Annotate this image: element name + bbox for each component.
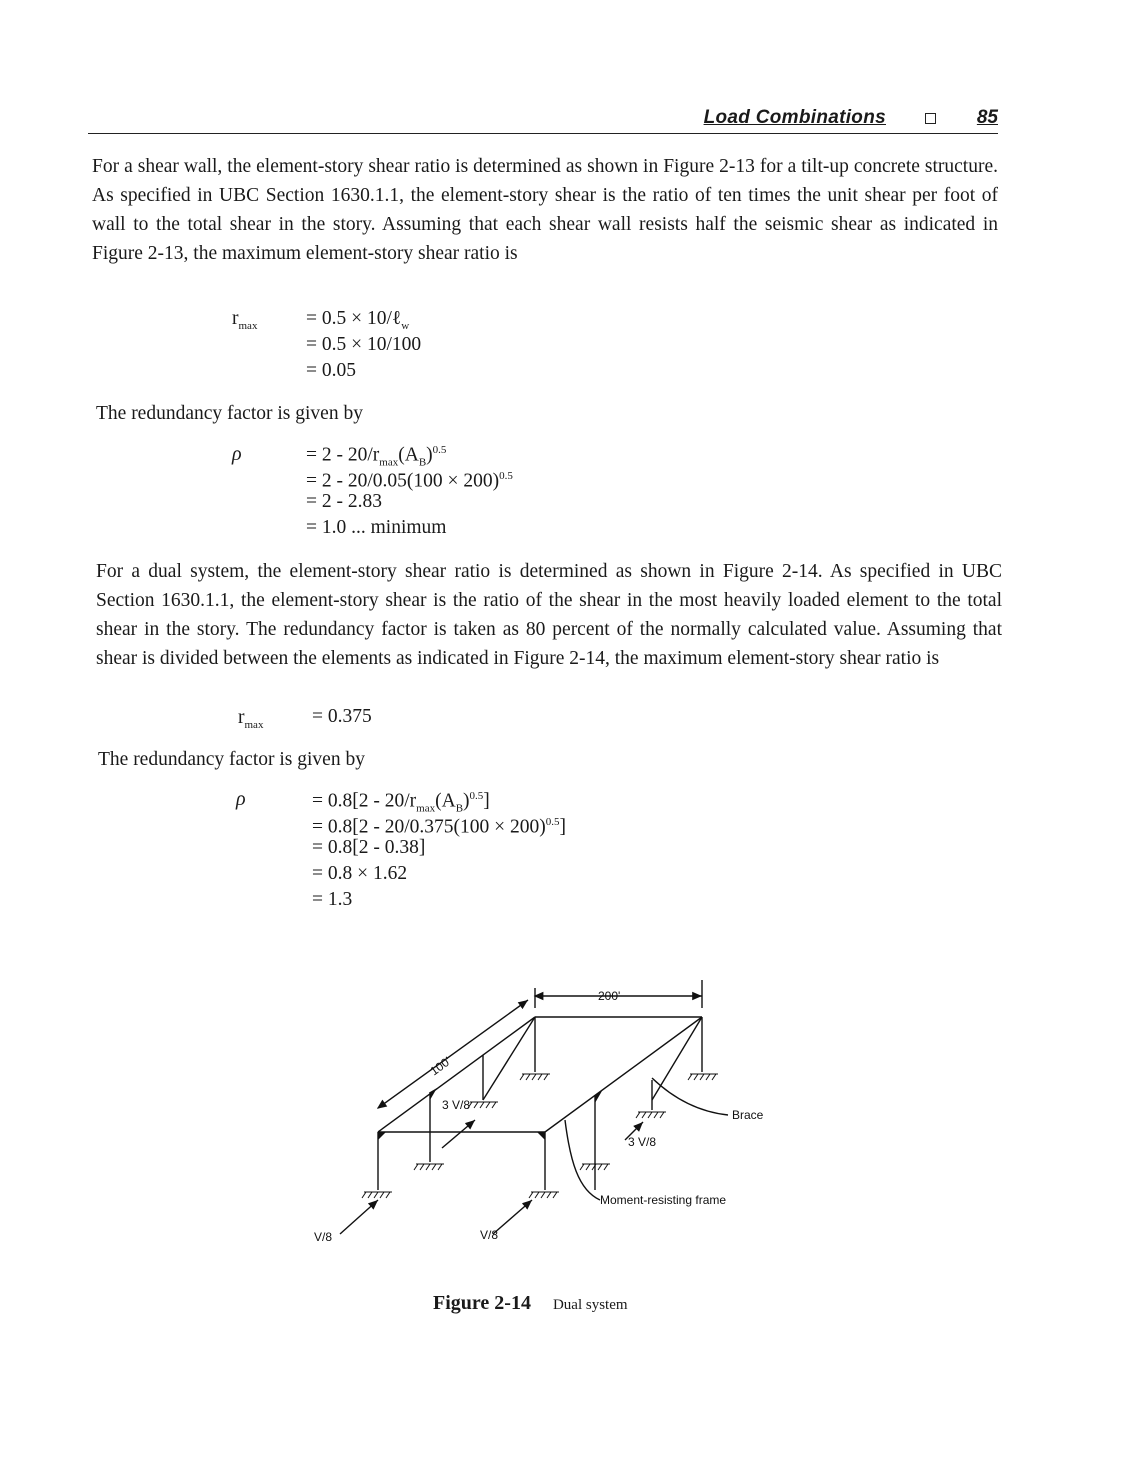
load-arrow-v8-right [493,1200,532,1234]
equation-b-line-1 [306,437,513,469]
label-brace: Brace [732,1108,764,1122]
equation-b-line-2 [306,463,513,492]
equation-d-line-2 [312,809,567,838]
equation-d-symbol: ρ [236,788,246,810]
equation-d-line-1-sub2: B [455,802,464,815]
equation-a-line-1-text: = 0.5 × 10/ℓ [306,308,402,329]
load-arrow-v8-left [340,1200,378,1234]
label-v8-right: V/8 [480,1228,499,1242]
equation-c-symbol-letter: r [238,707,245,728]
equation-d-line-1-pre: = 0.8[2 - 20/r [312,790,417,812]
running-header [88,100,998,134]
equation-d [312,783,566,913]
square-bullet-icon [925,113,936,124]
equation-d-line-1-end: ] [483,790,490,812]
equation-b [306,437,513,541]
equation-d-line-1 [312,783,566,815]
load-arrow-3v8-left [442,1120,475,1148]
left-brace [483,1017,535,1100]
equation-c-symbol [238,707,263,731]
equation-d-line-2-pre: = 0.8[2 - 20/0.375(100 × 200) [312,816,546,838]
label-3v8-left: 3 V/8 [442,1098,471,1112]
right-brace [652,1017,702,1100]
equation-c-line-1: = 0.375 [312,706,372,727]
equation-c [312,704,372,730]
page-number: 85 [976,107,998,128]
equation-d-line-1-mid: (A [435,790,456,812]
paragraph-shear-wall: For a shear wall, the element-story shear ratio is determined as shown in Figure 2-13 for a tilt-up concrete structure. As specified in UBC Section 1630.1.1, the element-story shear is the ratio of ten times the unit shear per foot of wall to the total shear in the story. Assuming that each shear wall resists half the seismic shear as indicated in Figure 2-13, the maximum element-story shear ratio is [92,156,998,264]
equation-d-line-1-sub: max [416,802,436,815]
equation-d-line-4: = 0.8 × 1.62 [312,863,408,884]
dimension-100 [378,1000,528,1108]
equation-a-symbol-letter: r [232,308,239,329]
dual-system-diagram [300,960,800,1260]
figure-dual-system [300,960,800,1260]
equation-b-line-1-sub2: B [418,456,427,469]
brace-leader [652,1078,728,1115]
equation-b-line-3: = 2 - 2.83 [306,491,382,512]
paragraph-dual-system: For a dual system, the element-story shear ratio is determined as shown in Figure 2-14. As specified in UBC Section 1630.1.1, the element-story shear is the ratio of the shear in the most heavily loaded element to the total shear in the story. The redundancy factor is taken as 80 percent of the normally calculated value. Assuming that shear is divided between the elements as indicated in Figure 2-14, the maximum element-story shear ratio is [96,561,1002,669]
equation-b-line-4: = 1.0 ... minimum [306,517,447,538]
equation-b-line-1-sub: max [379,456,399,469]
figure-caption-text: Dual system [552,1297,628,1313]
equation-a-line-2: = 0.5 × 10/100 [306,334,422,355]
equation-a-line-1 [306,306,421,332]
equation-d-line-5: = 1.3 [312,889,353,910]
equation-b-line-1-post: ) [426,444,433,466]
equation-a [306,306,421,384]
support-hatches [362,1074,718,1198]
label-v8-left: V/8 [314,1230,333,1244]
figure-caption-number: Figure 2-14 [433,1292,531,1314]
equation-a-symbol [232,308,257,332]
paragraph-redundancy-intro-2: The redundancy factor is given by [98,749,365,770]
header-title: Load Combinations [703,107,886,128]
equation-b-line-1-pre: = 2 - 20/r [306,444,380,466]
equation-b-line-1-mid: (A [398,444,419,466]
equation-d-line-3: = 0.8[2 - 0.38] [312,837,426,858]
equation-c-symbol-sub: max [244,718,264,731]
equation-a-symbol-sub: max [238,319,258,332]
equation-a-line-3: = 0.05 [306,360,356,381]
equation-d-line-1-sup: 0.5 [469,790,484,802]
equation-b-symbol: ρ [232,443,242,465]
equation-a-line-1-sub: w [401,319,410,332]
equation-b-line-1-sup: 0.5 [432,444,447,456]
figure-caption [433,1292,628,1315]
equation-d-line-2-end: ] [559,816,567,838]
label-100: 100' [427,1053,454,1079]
header-rule [88,133,998,134]
label-3v8-right: 3 V/8 [628,1135,657,1149]
paragraph-redundancy-intro-1: The redundancy factor is given by [96,403,363,424]
right-side-beam [545,1017,702,1132]
label-moment-frame: Moment-resisting frame [600,1193,727,1207]
label-200: 200' [598,989,621,1003]
equation-b-line-2-sup: 0.5 [499,470,513,482]
equation-d-line-2-sup: 0.5 [545,816,560,828]
equation-d-line-1-post: ) [463,790,470,812]
left-side-beam [378,1017,535,1132]
equation-b-line-2-pre: = 2 - 20/0.05(100 × 200) [306,470,500,492]
